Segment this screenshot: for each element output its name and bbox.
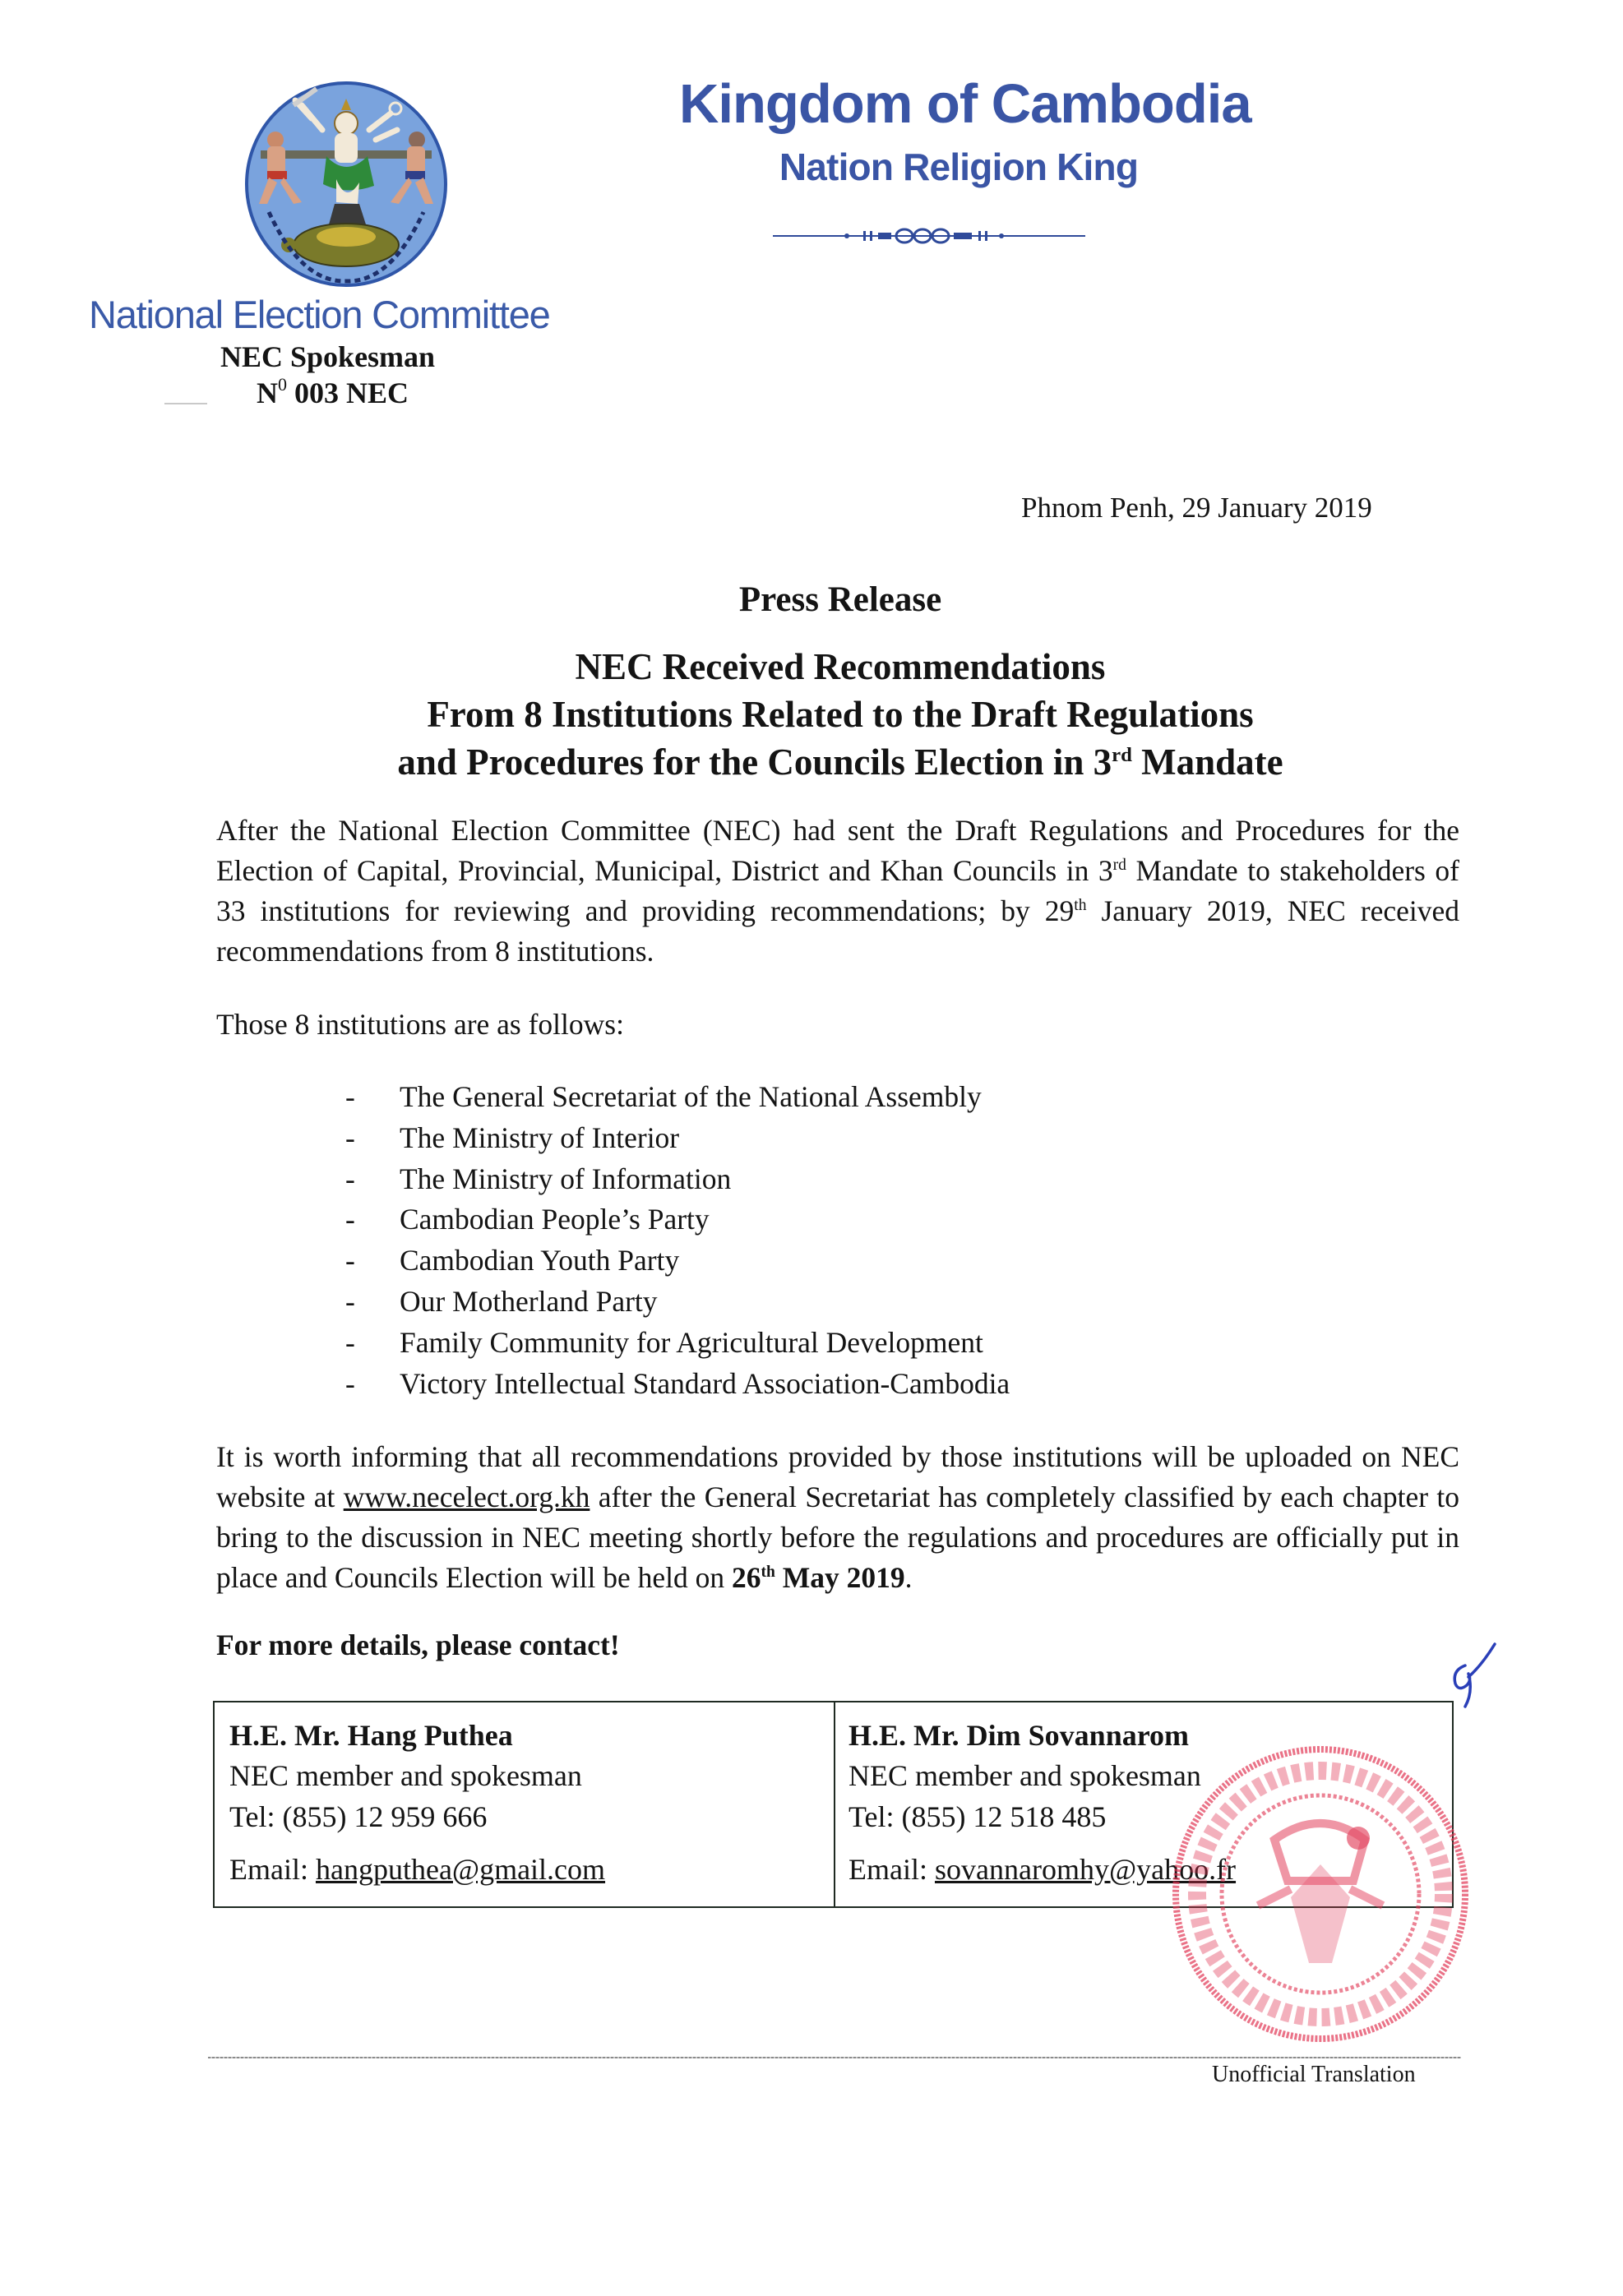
date-line: Phnom Penh, 29 January 2019 bbox=[1021, 492, 1372, 524]
national-motto: Nation Religion King bbox=[779, 146, 1139, 188]
list-bullet: - bbox=[345, 1366, 355, 1400]
email-label: Email: bbox=[848, 1853, 935, 1886]
email-label: Email: bbox=[229, 1853, 316, 1886]
list-bullet: - bbox=[345, 1080, 355, 1113]
headline-line-3-text: and Procedures for the Councils Election in 3 bbox=[397, 741, 1112, 783]
list-item bbox=[345, 1118, 1010, 1159]
list-item bbox=[345, 1240, 1010, 1282]
ref-number-value: 003 NEC bbox=[287, 377, 409, 409]
headline bbox=[247, 643, 1434, 786]
ordinal-suffix: rd bbox=[1112, 857, 1126, 875]
intro-text-b: Mandate to stakeholders of 33 institutions for reviewing and providing recommendations; by 29 bbox=[216, 854, 1459, 927]
translation-note: Unofficial Translation bbox=[1212, 2062, 1416, 2087]
institution-name: Cambodian Youth Party bbox=[400, 1244, 680, 1277]
list-bullet: - bbox=[345, 1162, 355, 1195]
list-item bbox=[345, 1199, 1010, 1240]
intro-paragraph bbox=[216, 811, 1459, 972]
contact-email-link[interactable]: hangputhea@gmail.com bbox=[315, 1853, 606, 1886]
contact-email-row bbox=[229, 1849, 834, 1890]
list-item bbox=[345, 1282, 1010, 1323]
election-date bbox=[732, 1561, 905, 1594]
organization-name: National Election Committee bbox=[89, 293, 550, 336]
contact-card bbox=[215, 1702, 835, 1906]
title-block bbox=[247, 575, 1434, 786]
upload-notice-paragraph bbox=[216, 1437, 1459, 1598]
list-bullet: - bbox=[345, 1120, 355, 1154]
intro-text-a: After the National Election Committee (NEC) had sent the Draft Regulations and Procedures for the Election of Capital, Provincial, Municipal, District and Khan Councils in 3 bbox=[216, 814, 1459, 887]
election-month-year: May 2019 bbox=[775, 1561, 905, 1594]
ordinal-suffix: th bbox=[761, 1564, 775, 1582]
contact-email-link[interactable]: sovannaromhy@yahoo.fr bbox=[934, 1853, 1237, 1886]
list-intro: Those 8 institutions are as follows: bbox=[216, 1008, 624, 1041]
ref-prefix: N bbox=[257, 377, 278, 409]
headline-line-2: From 8 Institutions Related to the Draft Regulations bbox=[427, 694, 1254, 735]
list-item bbox=[345, 1323, 1010, 1364]
institutions-list bbox=[345, 1077, 1010, 1404]
document-type: Press Release bbox=[738, 580, 942, 619]
ref-superscript: 0 bbox=[278, 374, 287, 395]
institution-name: Our Motherland Party bbox=[400, 1284, 658, 1318]
reference-number bbox=[257, 376, 409, 410]
list-bullet: - bbox=[345, 1325, 355, 1359]
election-day: 26 bbox=[732, 1561, 761, 1594]
headline-line-3 bbox=[247, 738, 1434, 786]
notice-period: . bbox=[904, 1561, 913, 1594]
contact-role: NEC member and spokesman bbox=[848, 1759, 1201, 1792]
ordinal-suffix: th bbox=[1074, 897, 1087, 915]
list-bullet: - bbox=[345, 1244, 355, 1277]
notice-text-b: after the General Secretariat has completely classified by each chapter to bring to the discussion in NEC meeting shortly before the regulations and procedures are officially put in place and Councils Election will be held on bbox=[216, 1481, 1460, 1594]
nec-emblem-icon bbox=[244, 81, 448, 288]
headline-line-3-end: Mandate bbox=[1131, 741, 1283, 783]
list-bullet: - bbox=[345, 1203, 355, 1236]
office-name: NEC Spokesman bbox=[220, 340, 436, 373]
ordinal-suffix: rd bbox=[1112, 744, 1132, 766]
headline-line-1: NEC Received Recommendations bbox=[575, 646, 1106, 687]
list-bullet: - bbox=[345, 1284, 355, 1318]
website-link[interactable]: www.necelect.org.kh bbox=[343, 1481, 590, 1513]
institution-name: The General Secretariat of the National Assembly bbox=[400, 1080, 982, 1113]
list-item bbox=[345, 1077, 1010, 1118]
institution-name: Victory Intellectual Standard Association-Cambodia bbox=[400, 1366, 1010, 1400]
footer-divider bbox=[208, 2057, 1461, 2058]
contact-heading: For more details, please contact! bbox=[216, 1628, 620, 1661]
contact-phone: Tel: (855) 12 518 485 bbox=[848, 1800, 1107, 1833]
contact-phone: Tel: (855) 12 959 666 bbox=[229, 1800, 488, 1833]
institution-name: The Ministry of Interior bbox=[400, 1120, 680, 1154]
contact-name: H.E. Mr. Hang Puthea bbox=[229, 1719, 513, 1752]
list-item bbox=[345, 1159, 1010, 1200]
institution-name: Family Community for Agricultural Development bbox=[400, 1325, 983, 1359]
institution-name: Cambodian People’s Party bbox=[400, 1203, 710, 1236]
official-seal-icon bbox=[1168, 1741, 1473, 2047]
ornamental-divider-icon bbox=[773, 224, 1085, 248]
scan-mark bbox=[164, 403, 207, 404]
signature-initials-icon bbox=[1447, 1641, 1503, 1715]
list-item bbox=[345, 1364, 1010, 1405]
country-heading: Kingdom of Cambodia bbox=[679, 73, 1251, 135]
notice-text-a: It is worth informing that all recommendations provided by those institutions will be uploaded on NEC website at bbox=[216, 1440, 1459, 1513]
contact-name: H.E. Mr. Dim Sovannarom bbox=[848, 1719, 1190, 1752]
contact-role: NEC member and spokesman bbox=[229, 1759, 582, 1792]
intro-text-c: January 2019, NEC received recommendations from 8 institutions. bbox=[216, 894, 1459, 968]
institution-name: The Ministry of Information bbox=[400, 1162, 732, 1195]
